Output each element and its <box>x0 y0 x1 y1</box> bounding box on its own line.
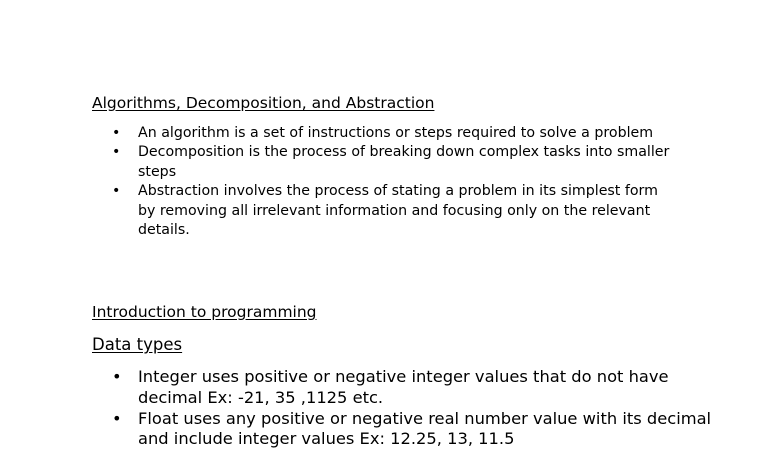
section-heading-algorithms: Algorithms, Decomposition, and Abstraction <box>92 94 435 112</box>
list-item <box>112 367 712 408</box>
list-item <box>112 124 672 143</box>
list-item-text: Float uses any positive or negative real number value with its decimal and include integer values Ex: 12.25, 13, 11.5 <box>138 408 712 448</box>
bullet-icon: • <box>112 408 122 428</box>
bullet-icon: • <box>112 183 121 200</box>
bullet-icon: • <box>112 125 121 141</box>
list-item-text: Decomposition is the process of breaking down complex tasks into smaller steps <box>138 144 670 180</box>
data-types-bullet-list <box>112 367 712 450</box>
list-item-text: Integer uses positive or negative integer values that do not have decimal Ex: -21, 35 ,1125 etc. <box>138 367 669 407</box>
section-heading-introduction: Introduction to programming <box>92 303 317 321</box>
list-item <box>112 143 672 182</box>
list-item-text: An algorithm is a set of instructions or steps required to solve a problem <box>138 125 654 141</box>
section-heading-data-types: Data types <box>92 335 183 354</box>
algorithms-bullet-list <box>112 124 672 240</box>
list-item <box>112 409 712 450</box>
bullet-icon: • <box>112 144 121 161</box>
bullet-icon: • <box>112 367 122 386</box>
list-item <box>112 182 672 240</box>
list-item-text: Abstraction involves the process of stating a problem in its simplest form by removing all irrelevant information and focusing only on the relevant details. <box>138 183 658 239</box>
